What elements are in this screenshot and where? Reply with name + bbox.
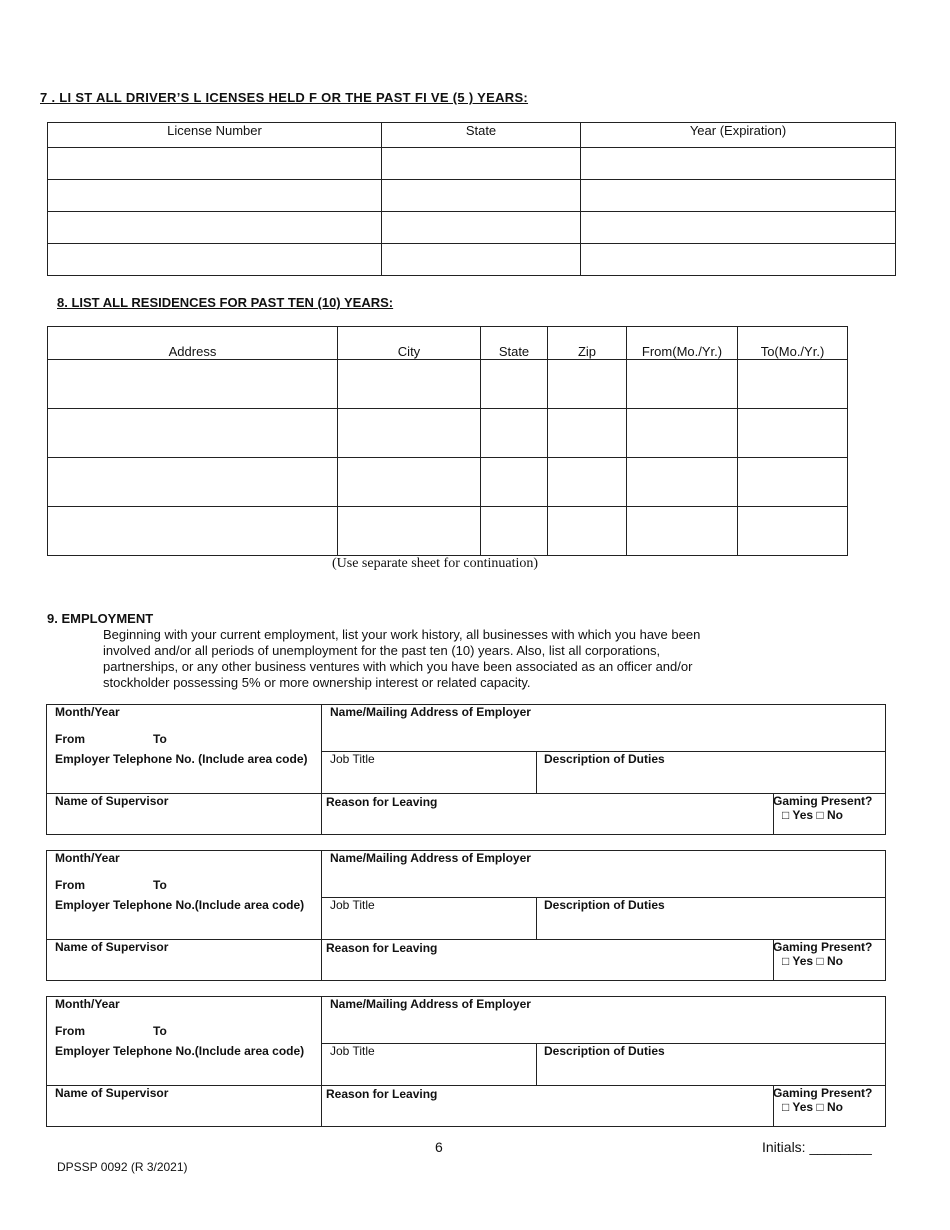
license-number-cell[interactable] [48, 180, 382, 212]
zip-header: Zip [548, 327, 627, 360]
to-label: To [153, 1024, 167, 1038]
table-row [48, 409, 848, 458]
state-cell[interactable] [481, 458, 548, 507]
table-row [48, 360, 848, 409]
to-cell[interactable] [738, 507, 848, 556]
description-of-duties-label: Description of Duties [544, 898, 665, 912]
employer-name-label: Name/Mailing Address of Employer [330, 705, 531, 719]
license-state-cell[interactable] [382, 180, 581, 212]
table-row [48, 244, 896, 276]
page-number: 6 [435, 1139, 443, 1155]
from-header: From(Mo./Yr.) [627, 327, 738, 360]
gaming-present-label: Gaming Present? [773, 940, 873, 954]
employer-telephone-label: Employer Telephone No.(Include area code) [55, 1044, 305, 1058]
license-state-cell[interactable] [382, 212, 581, 244]
license-state-cell[interactable] [382, 244, 581, 276]
license-number-cell[interactable] [48, 148, 382, 180]
supervisor-label: Name of Supervisor [55, 794, 169, 808]
to-label: To [153, 878, 167, 892]
license-number-header: License Number [48, 123, 382, 148]
license-expiration-cell[interactable] [581, 180, 896, 212]
address-cell[interactable] [48, 409, 338, 458]
to-cell[interactable] [738, 458, 848, 507]
license-number-cell[interactable] [48, 244, 382, 276]
zip-cell[interactable] [548, 507, 627, 556]
licenses-table [47, 122, 896, 276]
employment-block-3 [46, 996, 886, 1127]
gaming-present-label: Gaming Present? [773, 1086, 873, 1100]
reason-for-leaving-label: Reason for Leaving [326, 795, 438, 809]
city-cell[interactable] [338, 507, 481, 556]
supervisor-label: Name of Supervisor [55, 940, 169, 954]
supervisor-label: Name of Supervisor [55, 1086, 169, 1100]
city-cell[interactable] [338, 360, 481, 409]
state-cell[interactable] [481, 507, 548, 556]
gaming-yes-no-checkboxes[interactable]: □ Yes □ No [782, 1100, 843, 1114]
state-header: State [481, 327, 548, 360]
license-state-header: State [382, 123, 581, 148]
address-cell[interactable] [48, 458, 338, 507]
continuation-note: (Use separate sheet for continuation) [331, 556, 539, 571]
city-cell[interactable] [338, 458, 481, 507]
license-expiration-cell[interactable] [581, 244, 896, 276]
month-year-label: Month/Year [55, 997, 120, 1011]
employer-telephone-label: Employer Telephone No. (Include area code) [55, 752, 308, 766]
employment-block-1 [46, 704, 886, 835]
employer-telephone-label: Employer Telephone No.(Include area code) [55, 898, 305, 912]
employer-name-label: Name/Mailing Address of Employer [330, 851, 531, 865]
month-year-label: Month/Year [55, 851, 120, 865]
from-cell[interactable] [627, 360, 738, 409]
section-9-heading: 9. EMPLOYMENT [47, 611, 154, 626]
from-label: From [55, 1024, 85, 1038]
city-cell[interactable] [338, 409, 481, 458]
description-of-duties-label: Description of Duties [544, 1044, 665, 1058]
month-year-label: Month/Year [55, 705, 120, 719]
description-of-duties-label: Description of Duties [544, 752, 665, 766]
section-8-heading: 8. LIST ALL RESIDENCES FOR PAST TEN (10) YEARS: [57, 295, 394, 310]
employment-instructions: Beginning with your current employment, list your work history, all businesses with which you have been involved and/or all periods of unemployment for the past ten (10) years. Also, list all corporations, partnerships, or any other business ventures with which you have been associated as an officer and/or stockholder possessing 5% or more ownership interest or related capacity. [103, 627, 701, 690]
from-cell[interactable] [627, 507, 738, 556]
table-row [48, 180, 896, 212]
license-number-cell[interactable] [48, 212, 382, 244]
to-header: To(Mo./Yr.) [738, 327, 848, 360]
job-title-label: Job Title [330, 752, 375, 766]
address-cell[interactable] [48, 507, 338, 556]
zip-cell[interactable] [548, 458, 627, 507]
state-cell[interactable] [481, 360, 548, 409]
license-expiration-header: Year (Expiration) [581, 123, 896, 148]
table-row [48, 148, 896, 180]
license-expiration-cell[interactable] [581, 212, 896, 244]
address-header: Address [48, 327, 338, 360]
residences-header-row [48, 327, 848, 360]
to-label: To [153, 732, 167, 746]
licenses-header-row [48, 123, 896, 148]
from-label: From [55, 878, 85, 892]
from-cell[interactable] [627, 458, 738, 507]
section-7-heading: 7 . LI ST ALL DRIVER’S L ICENSES HELD F OR THE PAST FI VE (5 ) YEARS: [40, 90, 529, 105]
table-row [48, 507, 848, 556]
reason-for-leaving-label: Reason for Leaving [326, 941, 438, 955]
gaming-yes-no-checkboxes[interactable]: □ Yes □ No [782, 808, 843, 822]
zip-cell[interactable] [548, 360, 627, 409]
from-cell[interactable] [627, 409, 738, 458]
employer-name-label: Name/Mailing Address of Employer [330, 997, 531, 1011]
employment-block-2 [46, 850, 886, 981]
table-row [48, 212, 896, 244]
to-cell[interactable] [738, 409, 848, 458]
job-title-label: Job Title [330, 1044, 375, 1058]
state-cell[interactable] [481, 409, 548, 458]
to-cell[interactable] [738, 360, 848, 409]
reason-for-leaving-label: Reason for Leaving [326, 1087, 438, 1101]
license-expiration-cell[interactable] [581, 148, 896, 180]
zip-cell[interactable] [548, 409, 627, 458]
address-cell[interactable] [48, 360, 338, 409]
gaming-yes-no-checkboxes[interactable]: □ Yes □ No [782, 954, 843, 968]
residences-table [47, 326, 848, 556]
form-id: DPSSP 0092 (R 3/2021) [57, 1160, 188, 1174]
license-state-cell[interactable] [382, 148, 581, 180]
initials-field[interactable]: Initials: ________ [762, 1139, 872, 1155]
from-label: From [55, 732, 85, 746]
gaming-present-label: Gaming Present? [773, 794, 873, 808]
city-header: City [338, 327, 481, 360]
job-title-label: Job Title [330, 898, 375, 912]
table-row [48, 458, 848, 507]
